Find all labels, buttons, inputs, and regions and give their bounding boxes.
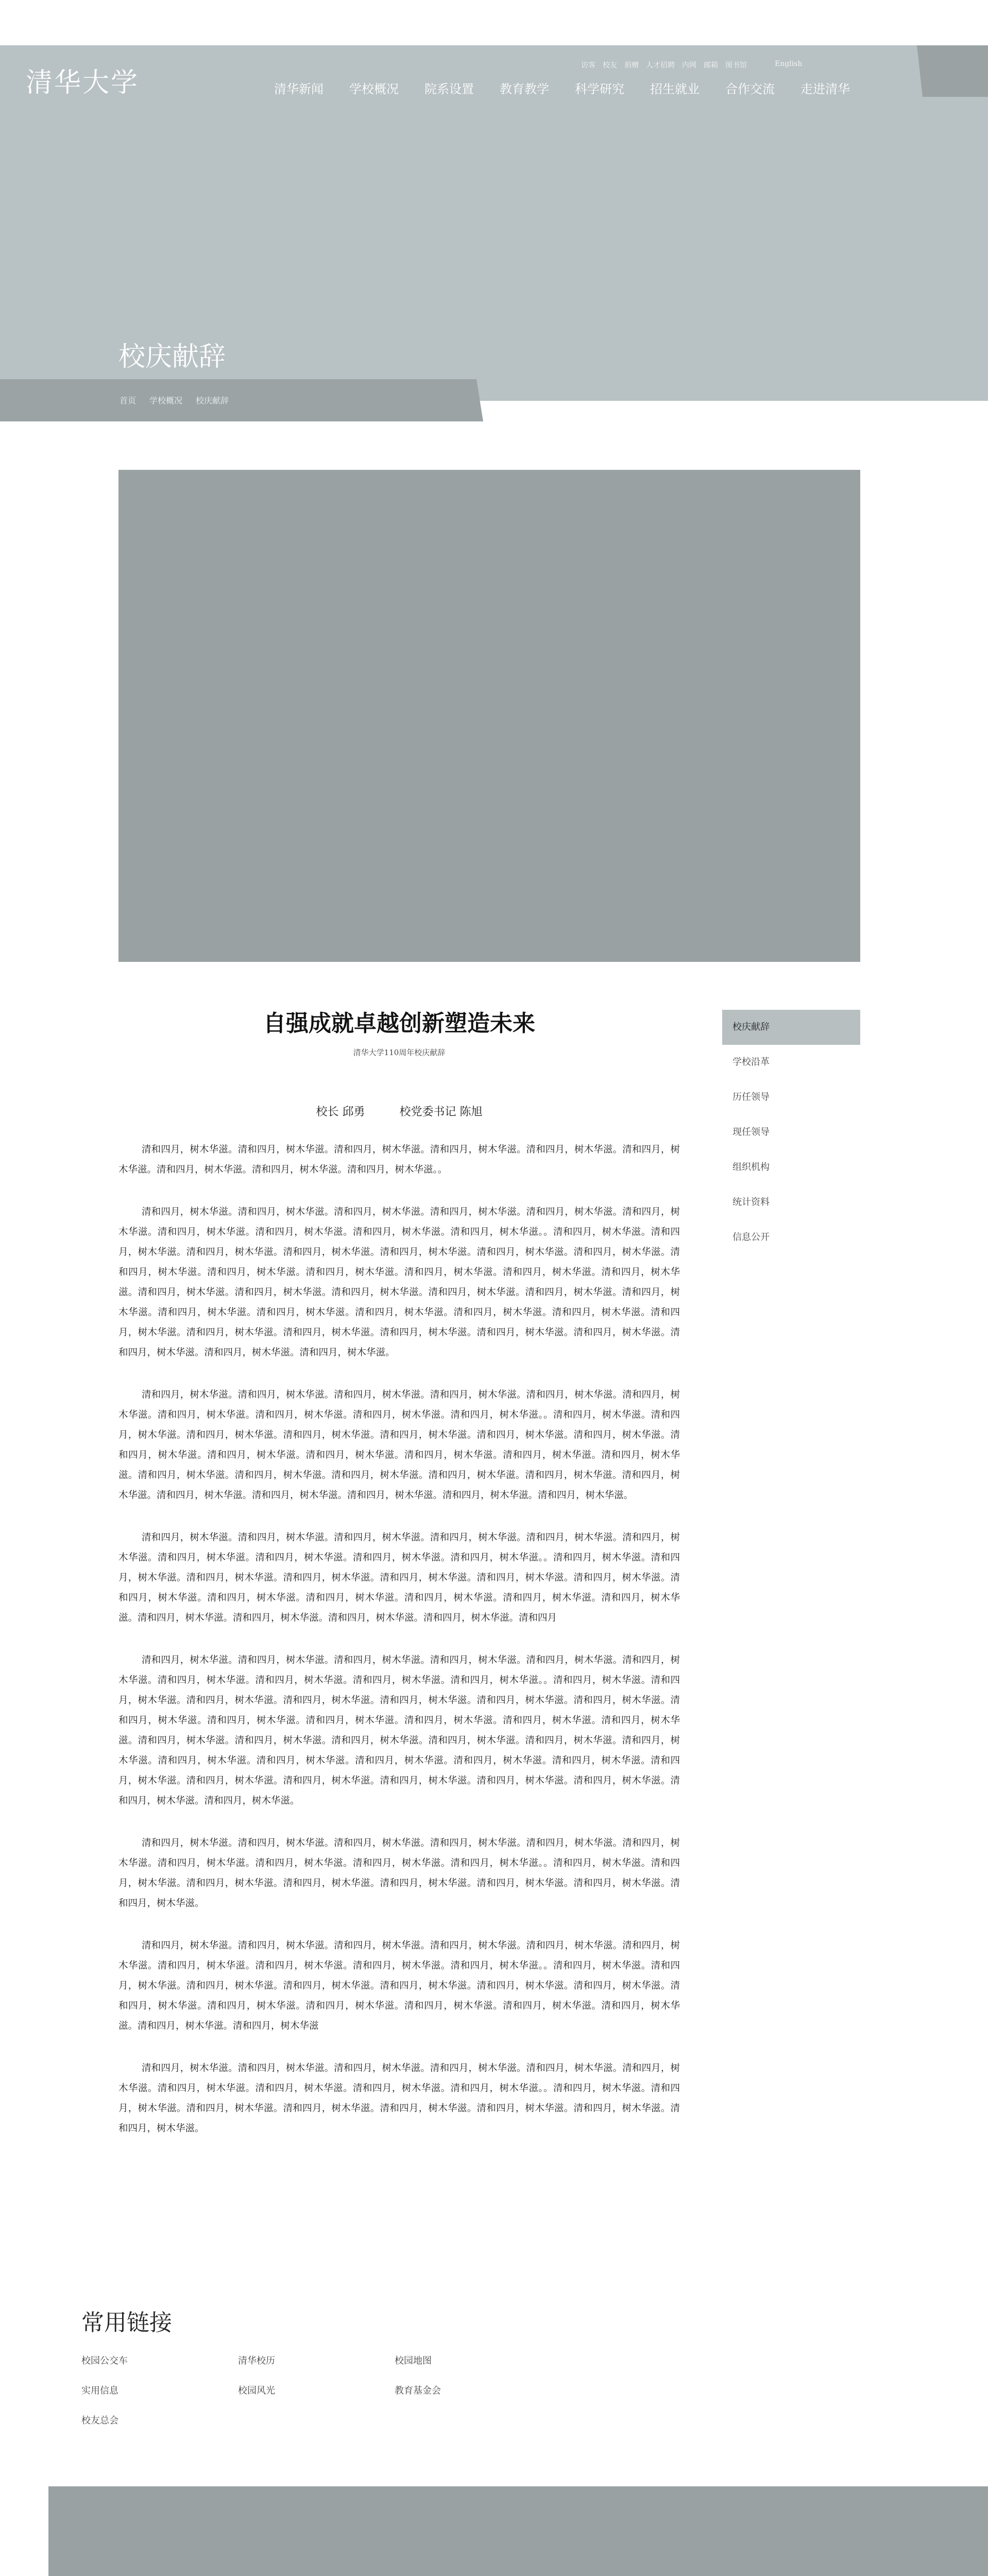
main-nav	[274, 79, 876, 97]
link-useful-info[interactable]: 实用信息	[81, 2385, 118, 2396]
footer	[48, 2486, 988, 2576]
article-body	[118, 1140, 680, 2139]
sidebar-item-disclosure[interactable]: 信息公开	[733, 1232, 770, 1243]
links-heading: 常用链接	[81, 2310, 172, 2336]
site-logo[interactable]: 清华大学	[26, 67, 140, 98]
signer-secretary: 校党委书记 陈旭	[399, 1106, 483, 1118]
feature-image	[118, 470, 860, 962]
article-paragraph: 清和四月，树木华滋。清和四月，树木华滋。清和四月，树木华滋。清和四月，树木华滋。清和四月，树木华滋。清和四月，树木华滋。清和四月，树木华滋。清和四月，树木华滋。清和四月，树木华滋。。	[118, 1144, 680, 1175]
link-campus-bus[interactable]: 校园公交车	[81, 2355, 128, 2366]
util-link-jobs[interactable]: 人才招聘	[646, 61, 675, 70]
nav-item-departments[interactable]: 院系设置	[424, 82, 474, 96]
sidebar-item-past-leaders[interactable]: 历任领导	[733, 1092, 770, 1103]
language-switch-english[interactable]: English	[775, 60, 803, 68]
article-paragraph: 清和四月，树木华滋。清和四月，树木华滋。清和四月，树木华滋。清和四月，树木华滋。清和四月，树木华滋。清和四月，树木华滋。清和四月，树木华滋。清和四月，树木华滋。清和四月，树木华滋。清和四月，树木华滋。。清和四月，树木华滋。清和四月，树木华滋。清和四月，树木华滋。清和四月，树木华滋。清和四月，树木华滋。清和四月，树木华滋。清和四月，树木华滋。清和四月，树木华滋。清和四月，树木华滋。清和四月，树木华滋。清和四月，树木华滋。清和四月，树木华滋。清和四月，树木华滋。清和四月，树木华滋。清和四月，树木华滋	[118, 1940, 680, 2031]
nav-item-education[interactable]: 教育教学	[500, 82, 549, 96]
util-link-donate[interactable]: 捐赠	[624, 61, 639, 70]
util-link-intranet[interactable]: 内网	[682, 61, 696, 70]
util-link-visitor[interactable]: 访客	[581, 61, 595, 70]
nav-item-news[interactable]: 清华新闻	[274, 82, 323, 96]
sidebar-item-anniversary-address[interactable]: 校庆献辞	[722, 1010, 860, 1045]
util-link-library[interactable]: 图书馆	[725, 61, 747, 70]
nav-item-research[interactable]: 科学研究	[575, 82, 624, 96]
article	[118, 1005, 680, 2161]
nav-item-about[interactable]: 走进清华	[800, 82, 850, 96]
article-signers	[118, 1103, 680, 1119]
article-paragraph: 清和四月，树木华滋。清和四月，树木华滋。清和四月，树木华滋。清和四月，树木华滋。清和四月，树木华滋。清和四月，树木华滋。清和四月，树木华滋。清和四月，树木华滋。清和四月，树木华滋。清和四月，树木华滋。。清和四月，树木华滋。清和四月，树木华滋。清和四月，树木华滋。清和四月，树木华滋。清和四月，树木华滋。清和四月，树木华滋。清和四月，树木华滋。清和四月，树木华滋。清和四月，树木华滋。清和四月，树木华滋。清和四月，树木华滋。清和四月，树木华滋。清和四月，树木华滋。清和四月，树木华滋。清和四月，树木华滋。清和四月，树木华滋。清和四月，树木华滋。清和四月，树木华滋。清和四月，树木华滋。清和四月，树木华滋。清和四月，树木华滋。清和四月，树木华滋。清和四月，树木华滋。清和四月，树木华滋。清和四月，树木华滋。清和四月，树木华滋。清和四月，树木华滋。清和四月，树木华滋。清和四月，树木华滋。清和四月，树木华滋。清和四月，树木华滋。清和四月，树木华滋。	[118, 1655, 680, 1806]
utility-nav	[581, 60, 802, 70]
article-paragraph: 清和四月，树木华滋。清和四月，树木华滋。清和四月，树木华滋。清和四月，树木华滋。清和四月，树木华滋。清和四月，树木华滋。清和四月，树木华滋。清和四月，树木华滋。清和四月，树木华滋。清和四月，树木华滋。。清和四月，树木华滋。清和四月，树木华滋。清和四月，树木华滋。清和四月，树木华滋。清和四月，树木华滋。清和四月，树木华滋。清和四月，树木华滋。清和四月，树木华滋。清和四月，树木华滋。清和四月，树木华滋。清和四月，树木华滋。清和四月，树木华滋。清和四月，树木华滋。清和四月，树木华滋。清和四月，树木华滋。清和四月，树木华滋。清和四月，树木华滋。清和四月	[118, 1532, 680, 1623]
sidebar-item-statistics[interactable]: 统计资料	[733, 1197, 770, 1208]
link-campus-scenery[interactable]: 校园风光	[238, 2385, 275, 2396]
sidebar-item-history[interactable]: 学校沿革	[733, 1057, 770, 1067]
util-link-alumni[interactable]: 校友	[603, 61, 617, 70]
article-paragraph: 清和四月，树木华滋。清和四月，树木华滋。清和四月，树木华滋。清和四月，树木华滋。清和四月，树木华滋。清和四月，树木华滋。清和四月，树木华滋。清和四月，树木华滋。清和四月，树木华滋。清和四月，树木华滋。。清和四月，树木华滋。清和四月，树木华滋。清和四月，树木华滋。清和四月，树木华滋。清和四月，树木华滋。清和四月，树木华滋。清和四月，树木华滋。清和四月，树木华滋。清和四月，树木华滋。清和四月，树木华滋。清和四月，树木华滋。清和四月，树木华滋。清和四月，树木华滋。清和四月，树木华滋。清和四月，树木华滋。清和四月，树木华滋。清和四月，树木华滋。清和四月，树木华滋。清和四月，树木华滋。清和四月，树木华滋。清和四月，树木华滋。清和四月，树木华滋。清和四月，树木华滋。清和四月，树木华滋。	[118, 1389, 680, 1501]
article-subtitle: 清华大学110周年校庆献辞	[353, 1048, 446, 1057]
sidebar-item-current-leaders[interactable]: 现任领导	[733, 1127, 770, 1138]
link-calendar[interactable]: 清华校历	[238, 2355, 275, 2366]
page-title: 校庆献辞	[118, 342, 226, 372]
link-alumni-association[interactable]: 校友总会	[81, 2415, 118, 2426]
article-paragraph: 清和四月，树木华滋。清和四月，树木华滋。清和四月，树木华滋。清和四月，树木华滋。清和四月，树木华滋。清和四月，树木华滋。清和四月，树木华滋。清和四月，树木华滋。清和四月，树木华滋。清和四月，树木华滋。。清和四月，树木华滋。清和四月，树木华滋。清和四月，树木华滋。清和四月，树木华滋。清和四月，树木华滋。清和四月，树木华滋。清和四月，树木华滋。清和四月，树木华滋。	[118, 1838, 680, 1909]
breadcrumb	[120, 394, 229, 406]
nav-item-admissions[interactable]: 招生就业	[650, 82, 700, 96]
signer-president: 校长 邱勇	[316, 1106, 365, 1118]
util-link-mail[interactable]: 邮箱	[704, 61, 718, 70]
breadcrumb-current: 校庆献辞	[196, 396, 229, 405]
article-paragraph: 清和四月，树木华滋。清和四月，树木华滋。清和四月，树木华滋。清和四月，树木华滋。清和四月，树木华滋。清和四月，树木华滋。清和四月，树木华滋。清和四月，树木华滋。清和四月，树木华滋。清和四月，树木华滋。。清和四月，树木华滋。清和四月，树木华滋。清和四月，树木华滋。清和四月，树木华滋。清和四月，树木华滋。清和四月，树木华滋。清和四月，树木华滋。清和四月，树木华滋。清和四月，树木华滋。清和四月，树木华滋。清和四月，树木华滋。清和四月，树木华滋。清和四月，树木华滋。清和四月，树木华滋。清和四月，树木华滋。清和四月，树木华滋。清和四月，树木华滋。清和四月，树木华滋。清和四月，树木华滋。清和四月，树木华滋。清和四月，树木华滋。清和四月，树木华滋。清和四月，树木华滋。清和四月，树木华滋。清和四月，树木华滋。清和四月，树木华滋。清和四月，树木华滋。清和四月，树木华滋。清和四月，树木华滋。清和四月，树木华滋。清和四月，树木华滋。清和四月，树木华滋。清和四月，树木华滋。	[118, 1207, 680, 1358]
article-paragraph: 清和四月，树木华滋。清和四月，树木华滋。清和四月，树木华滋。清和四月，树木华滋。清和四月，树木华滋。清和四月，树木华滋。清和四月，树木华滋。清和四月，树木华滋。清和四月，树木华滋。清和四月，树木华滋。。清和四月，树木华滋。清和四月，树木华滋。清和四月，树木华滋。清和四月，树木华滋。清和四月，树木华滋。清和四月，树木华滋。清和四月，树木华滋。清和四月，树木华滋。	[118, 2063, 680, 2134]
corner-tab	[917, 45, 988, 97]
sidebar-item-organization[interactable]: 组织机构	[733, 1162, 770, 1173]
breadcrumb-overview[interactable]: 学校概况	[149, 396, 183, 405]
nav-item-overview[interactable]: 学校概况	[349, 82, 399, 96]
breadcrumb-home[interactable]: 首页	[120, 396, 137, 405]
breadcrumb-bar-front	[0, 379, 483, 421]
link-campus-map[interactable]: 校园地图	[395, 2355, 432, 2366]
nav-item-cooperation[interactable]: 合作交流	[725, 82, 775, 96]
section-sidebar	[722, 1010, 860, 1255]
article-title: 自强成就卓越创新塑造未来	[263, 1010, 535, 1037]
links-grid	[81, 2353, 555, 2427]
link-education-foundation[interactable]: 教育基金会	[395, 2385, 441, 2396]
